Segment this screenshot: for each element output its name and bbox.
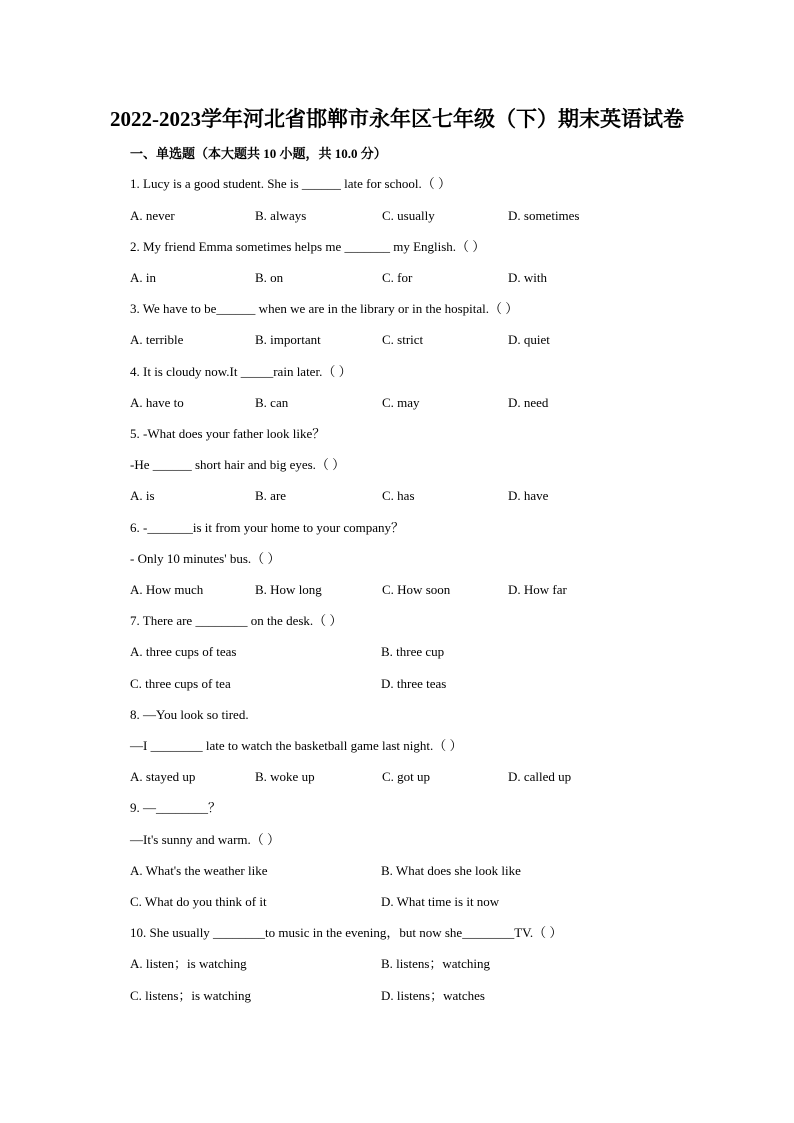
section-heading: 一、单选题（本大题共 10 小题，共 10.0 分）	[130, 146, 387, 161]
q7-option-c: C. three cups of tea	[130, 676, 231, 691]
q10-option-d: D. listens；watches	[381, 988, 485, 1003]
question-3-stem: 3. We have to be______ when we are in the library or in the hospital.（ ）	[130, 301, 519, 316]
q4-option-d: D. need	[508, 395, 549, 410]
q5-option-c: C. has	[382, 488, 415, 503]
q9-option-d: D. What time is it now	[381, 894, 500, 909]
question-10-stem: 10. She usually ________to music in the evening，but now she________TV.（ ）	[130, 925, 563, 940]
q5-option-a: A. is	[130, 488, 155, 503]
question-8-stem: 8. —You look so tired.	[130, 707, 249, 722]
q9-option-a: A. What's the weather like	[130, 863, 268, 878]
q8-option-d: D. called up	[508, 769, 572, 784]
q4-option-b: B. can	[255, 395, 289, 410]
q7-option-b: B. three cup	[381, 644, 445, 659]
question-8-stem-line-2: —I ________ late to watch the basketball game last night.（ ）	[130, 738, 463, 753]
exam-title: 2022-2023学年河北省邯郸市永年区七年级（下）期末英语试卷	[110, 107, 684, 131]
q4-option-a: A. have to	[130, 395, 184, 410]
q6-option-d: D. How far	[508, 582, 567, 597]
question-5-stem-line-2: -He ______ short hair and big eyes.（ ）	[130, 457, 346, 472]
q5-option-d: D. have	[508, 488, 549, 503]
q7-option-d: D. three teas	[381, 676, 447, 691]
q2-option-a: A. in	[130, 270, 156, 285]
q2-option-b: B. on	[255, 270, 284, 285]
q3-option-a: A. terrible	[130, 332, 184, 347]
q10-option-b: B. listens；watching	[381, 956, 491, 971]
q9-option-b: B. What does she look like	[381, 863, 521, 878]
q10-option-a: A. listen；is watching	[130, 956, 247, 971]
q9-option-c: C. What do you think of it	[130, 894, 267, 909]
q3-option-d: D. quiet	[508, 332, 550, 347]
q1-option-a: A. never	[130, 208, 175, 223]
question-2-stem: 2. My friend Emma sometimes helps me _______ my English.（ ）	[130, 239, 486, 254]
q7-option-a: A. three cups of teas	[130, 644, 237, 659]
q3-option-b: B. important	[255, 332, 321, 347]
q8-option-a: A. stayed up	[130, 769, 196, 784]
q6-option-b: B. How long	[255, 582, 322, 597]
q6-option-a: A. How much	[130, 582, 204, 597]
q2-option-c: C. for	[382, 270, 413, 285]
question-5-stem: 5. -What does your father look like？	[130, 426, 326, 441]
q3-option-c: C. strict	[382, 332, 424, 347]
q10-option-c: C. listens；is watching	[130, 988, 251, 1003]
question-6-stem: 6. -_______is it from your home to your company？	[130, 520, 405, 535]
q1-option-d: D. sometimes	[508, 208, 580, 223]
question-6-stem-line-2: - Only 10 minutes' bus.（ ）	[130, 551, 281, 566]
question-4-stem: 4. It is cloudy now.It _____rain later.（ ）	[130, 364, 352, 379]
q5-option-b: B. are	[255, 488, 287, 503]
q6-option-c: C. How soon	[382, 582, 451, 597]
question-7-stem: 7. There are ________ on the desk.（ ）	[130, 613, 343, 628]
q2-option-d: D. with	[508, 270, 547, 285]
question-9-stem: 9. —________？	[130, 800, 222, 815]
q8-option-c: C. got up	[382, 769, 431, 784]
q8-option-b: B. woke up	[255, 769, 315, 784]
question-1-stem: 1. Lucy is a good student. She is ______ late for school.（ ）	[130, 176, 451, 191]
q4-option-c: C. may	[382, 395, 420, 410]
q1-option-c: C. usually	[382, 208, 435, 223]
q1-option-b: B. always	[255, 208, 307, 223]
question-9-stem-line-2: —It's sunny and warm.（ ）	[130, 832, 281, 847]
